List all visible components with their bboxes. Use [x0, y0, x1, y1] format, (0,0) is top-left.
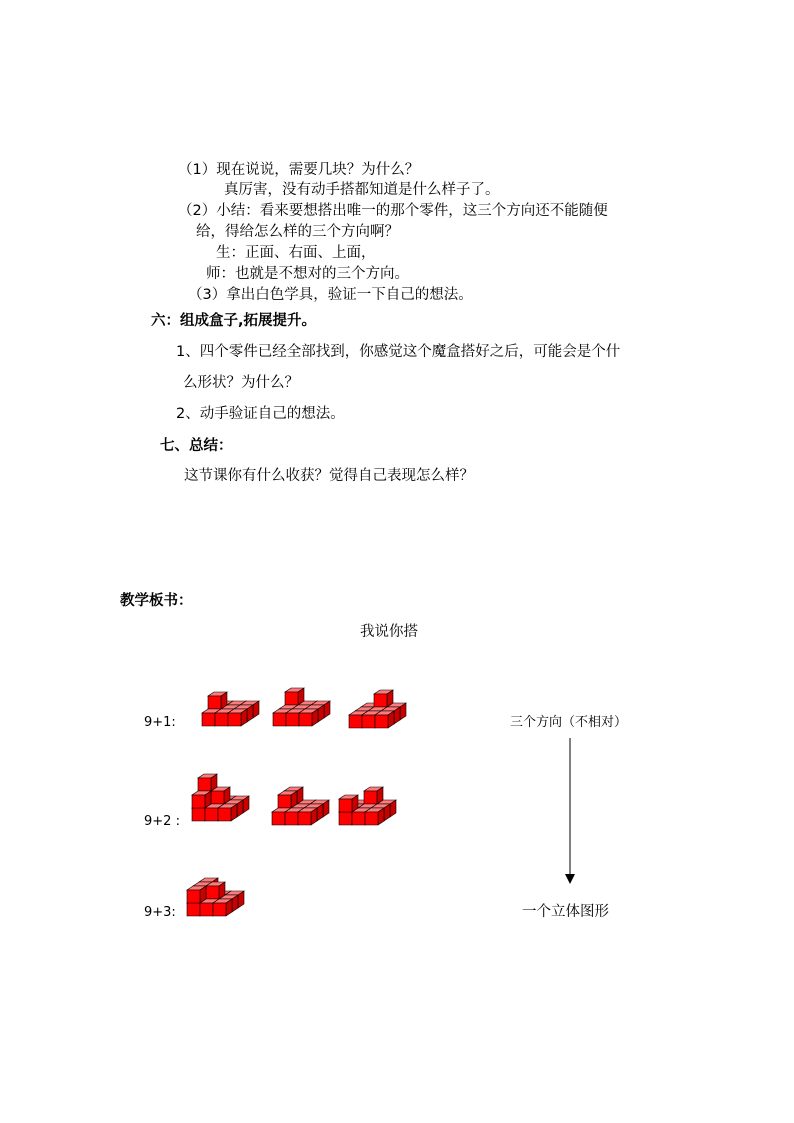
unit-cube [208, 692, 227, 709]
figure-9-plus-2-b [270, 778, 335, 830]
unit-cube [218, 804, 237, 821]
unit-cube [206, 882, 225, 899]
student-answer: 生：正面、右面、上面， [216, 245, 376, 261]
unit-cube [192, 791, 211, 808]
unit-cube [187, 886, 206, 903]
teacher-reply: 师：也就是不想对的三个方向。 [206, 266, 409, 282]
unit-cube [211, 787, 230, 804]
teacher-praise: 真厉害，没有动手搭都知道是什么样子了。 [224, 182, 500, 198]
figure-9-plus-1-a [200, 683, 275, 731]
unit-cube [198, 774, 217, 791]
section-7-text: 这节课你有什么收获？觉得自己表现怎么样？ [184, 468, 474, 484]
figure-9-plus-1-c [347, 683, 422, 731]
unit-cube [213, 899, 232, 916]
section-6-item-1-cont: 么形状？为什么？ [183, 375, 299, 391]
section-6-heading: 六：组成盒子,拓展提升。 [151, 313, 317, 329]
figure-9-plus-2-c [337, 778, 419, 830]
step-2-summary-cont: 给，得给怎么样的三个方向啊？ [196, 224, 399, 240]
board-label: 教学板书： [120, 593, 193, 609]
section-6-item-1: 1、四个零件已经全部找到，你感觉这个魔盒搭好之后，可能会是个什 [176, 344, 621, 360]
figure-9-plus-2-a [190, 772, 270, 830]
unit-cube [228, 709, 247, 726]
board-title: 我说你搭 [360, 624, 418, 640]
unit-cube [285, 688, 304, 705]
unit-cube [374, 690, 393, 707]
down-arrow-icon [560, 738, 580, 888]
row-label-9-plus-1: 9+1: [144, 715, 176, 730]
step-3-verify: （3）拿出白色学具，验证一下自己的想法。 [188, 287, 473, 303]
figure-9-plus-1-b [271, 683, 346, 731]
arrow-bottom-label: 一个立体图形 [522, 904, 609, 920]
unit-cube [278, 791, 297, 808]
row-label-9-plus-3: 9+3: [144, 905, 176, 920]
unit-cube [298, 808, 317, 825]
unit-cube [364, 787, 383, 804]
arrow-top-label: 三个方向（不相对） [510, 715, 628, 730]
row-label-9-plus-2: 9+2 : [144, 814, 180, 829]
unit-cube [375, 711, 394, 728]
step-2-summary: （2）小结：看来要想搭出唯一的那个零件，这三个方向还不能随便 [178, 203, 608, 219]
section-7-heading: 七、总结： [160, 438, 233, 454]
step-1-question: （1）现在说说，需要几块？为什么？ [178, 162, 420, 178]
unit-cube [365, 808, 384, 825]
unit-cube [299, 709, 318, 726]
figure-9-plus-3-a [185, 869, 270, 921]
section-6-item-2: 2、动手验证自己的想法。 [176, 406, 345, 422]
unit-cube [339, 795, 358, 812]
